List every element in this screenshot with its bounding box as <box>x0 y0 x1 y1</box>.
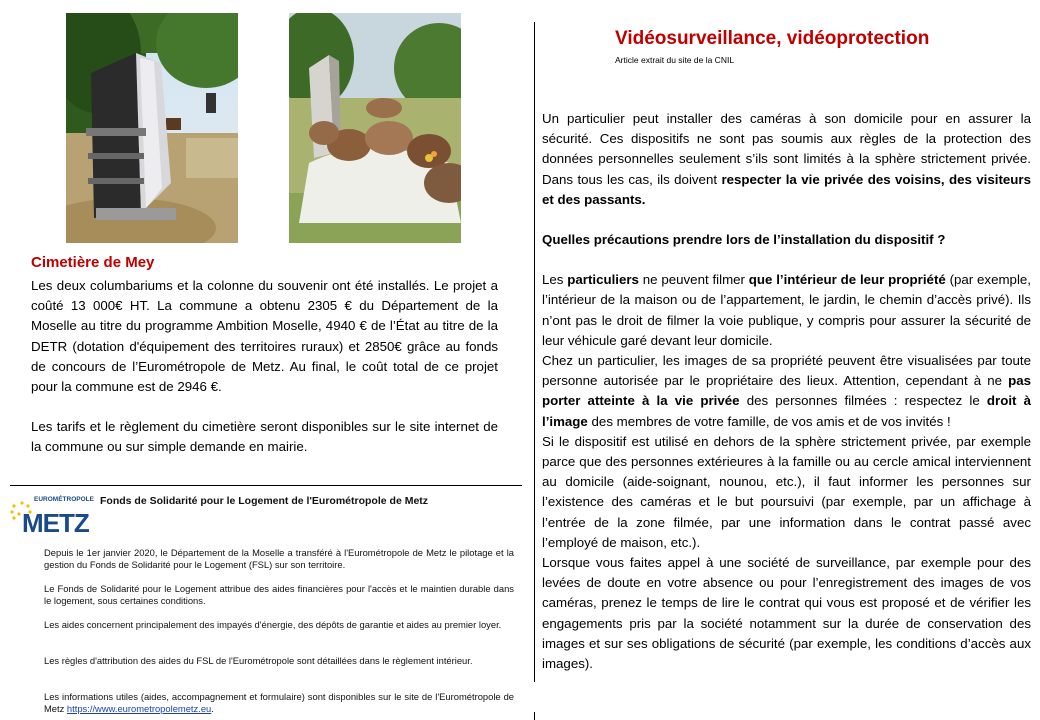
bold-span: . <box>641 191 646 207</box>
article-paragraph <box>542 351 1031 432</box>
fsl-paragraph: Depuis le 1er janvier 2020, le Département de la Moselle a transféré à l'Eurométropole de Metz le pilotage et la gestion du Fonds de Solidarité pour le Logement (FSL) sur son territoire. <box>44 547 514 570</box>
bold-span: que l’intérieur de leur propriété <box>748 272 946 288</box>
cemetery-title: Cimetière de Mey <box>31 254 155 271</box>
fsl-paragraph: Les règles d'attribution des aides du FSL de l'Eurométropole sont détaillées dans le règlement intérieur. <box>44 655 473 666</box>
text-span: Chez un particulier, les images de sa propriété peuvent être visualisées par toute personne autorisée par le propriétaire des lieux. Attention, cependant à ne <box>542 353 1031 389</box>
eurometropole-link[interactable]: https://www.eurometropolemetz.eu <box>66 702 212 714</box>
fsl-paragraph <box>44 691 514 714</box>
videosurveillance-title: Vidéosurveillance, vidéoprotection <box>615 28 930 49</box>
videosurveillance-body <box>542 109 1031 674</box>
text-span: ne peuvent filmer <box>638 272 749 288</box>
section-divider <box>10 485 522 486</box>
article-paragraph <box>542 109 1031 210</box>
text-span: Un particulier peut installer des caméras à son domicile pour en assurer la sécurité. Ces dispositifs ne sont pas soumis aux règles de la protection des données personnelles seulement s’ils sont limités à la sphère strictement privée. Dans tous les cas, ils doivent <box>542 111 1031 187</box>
text-span: (par exemple, l’intérieur de la maison ou de l’appartement, le jardin, le chemin d’accès privé). Ils n’ont pas le droit de filmer la voie publique, y compris pour assurer la sécurité de leur véhicule garé devant leur domicile. <box>542 272 1031 348</box>
fsl-paragraph: Le Fonds de Solidarité pour le Logement attribue des aides financières pour l'accès et le maintien durable dans le logement, sous certaines conditions. <box>44 583 514 606</box>
article-paragraph <box>542 270 1031 351</box>
fsl-notice <box>10 490 522 720</box>
bold-span: pas porter atteinte à la vie privée <box>542 373 1031 409</box>
columbarium-photo <box>66 13 238 243</box>
videosurveillance-source: Article extrait du site de la CNIL <box>615 55 735 65</box>
bold-span: respecter la vie privée des voisins, des visiteurs et des passants <box>542 171 1031 207</box>
article-paragraph: Si le dispositif est utilisé en dehors de la sphère strictement privée, par exemple parce que des personnes extérieures à la famille ou au cercle amical interviennent au domicile (aide-soignant, nounou, etc.), il faut informer les personnes sur l’existence des caméras et le but poursuivi (par exemple, par un affichage à l’entrée de la zone filmée, par une information dans le contrat passé avec l’employé de maison, etc.). <box>542 433 1031 550</box>
fsl-title: Fonds de Solidarité pour le Logement de l'Eurométropole de Metz <box>100 495 429 507</box>
article-paragraph: Lorsque vous faites appel à une société de surveillance, par exemple pour des levées de doute en votre absence ou pour l’enregistrement des images de vos caméras, prenez le temps de lire le contrat qui vous est proposé et de vérifier les engagements pris par la société notamment sur la durée de conservation des images et sur ses obligations de sécurité (par exemple, les conditions d’accès aux images). <box>542 555 1031 672</box>
memorial-column-photo <box>289 13 461 243</box>
article-question <box>542 230 1031 250</box>
column-divider <box>534 22 535 682</box>
text-span: des personnes filmées : respectez le <box>739 393 987 409</box>
cemetery-body <box>31 276 498 478</box>
text-span: Les informations utiles (aides, accompagnement et formulaire) sont disponibles sur le site de l'Eurométropole de Metz <box>44 691 514 714</box>
column-divider-tick <box>534 712 535 720</box>
bold-span: particuliers <box>567 272 639 288</box>
fsl-paragraph: Les aides concernent principalement des impayés d'énergie, des dépôts de garantie et aides au premier loyer. <box>44 619 502 630</box>
eurometropole-metz-logo <box>10 494 94 546</box>
bold-span: Quelles précautions prendre lors de l’installation du dispositif ? <box>542 232 946 248</box>
text-span: Les <box>542 272 568 288</box>
cemetery-paragraph: Les tarifs et le règlement du cimetière seront disponibles sur le site internet de la commune ou sur simple demande en mairie. <box>31 419 498 455</box>
bold-span: droit à l’image <box>542 393 1031 429</box>
logo-top-text: EUROMÉTROPOLE <box>34 496 94 503</box>
logo-main-text: METZ <box>22 508 89 538</box>
text-span: des membres de votre famille, de vos amis et de vos invités ! <box>587 413 951 429</box>
cemetery-paragraph: Les deux columbariums et la colonne du souvenir ont été installés. Le projet a coûté 13 000€ HT. La commune a obtenu 2305 € du Département de la Moselle au titre du programme Ambition Moselle, 4940 € de l’État au titre de la DETR (dotation d'équipement des territoires ruraux) et 2850€ grâce au fonds de concours de l’Eurométropole de Metz. Au final, le coût total de ce projet pour la commune est de 2946 €. <box>31 278 498 395</box>
text-span: . <box>211 702 214 714</box>
